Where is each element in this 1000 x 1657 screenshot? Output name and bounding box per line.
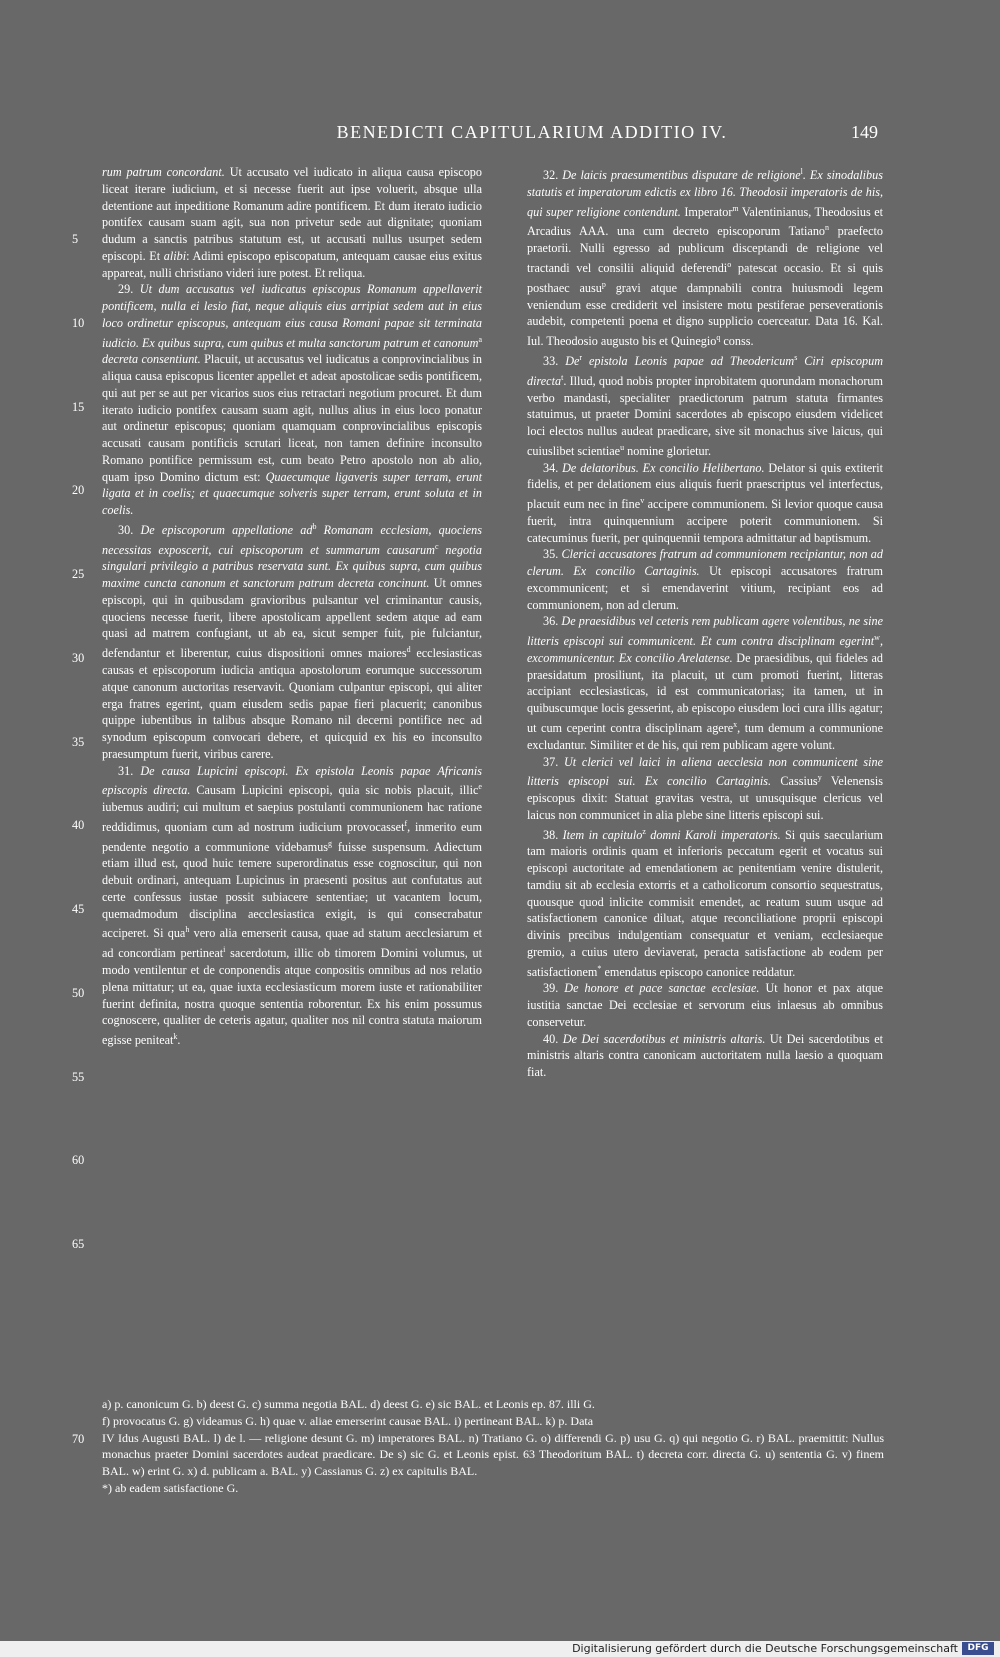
footnotes — [102, 1396, 884, 1497]
text-run: iubemus audiri; cui multum et saepius postulanti communionem hac ratione reddidimus, quoniam cum ad nostrum iudicium provocasset — [102, 800, 482, 834]
text-run: nomine glorietur. — [624, 443, 712, 458]
left-column-paragraph — [102, 519, 482, 763]
footnote-marker: q — [716, 333, 721, 343]
text-run: Ut honor et pax atque iustitia sanctae Dei ecclesiae et servorum eius inlaesus ab omnibus conservetur. — [527, 981, 883, 1029]
text-run: epistola Leonis papae ad Theodericum — [582, 353, 795, 368]
right-column-paragraph — [527, 754, 883, 824]
text-run: 38. — [543, 827, 563, 842]
text-run: : Adimi episcopo episcopatum, antequam causae eius exitus appareat, nulli christiano videri iure potest. Et reliqua. — [102, 248, 482, 280]
text-run: De delatoribus. Ex concilio Helibertano. — [562, 460, 765, 475]
text-run: 39. — [543, 981, 565, 996]
line-number: 35 — [72, 734, 85, 749]
text-run: . — [177, 1033, 181, 1048]
footnote-marker: g — [327, 838, 332, 848]
footnote-line-number: 70 — [72, 1432, 85, 1446]
text-run: Si quis saecularium tam maioris ordinis quam et inferioris peccatum egerit et vocatus sui episcopi auctoritate ad emendationem ac penitentiam venire distulerit, tamdiu sit ab ecclesia extorris et a catholicorum consortio sequestratus, quousque quod inlicite commisit emendet, ac reatum suum usque ad satisfactionem canonice diluat, atque reconciliatione proprii episcopi divinis precibus indulgentiam consequatur et veniam, ecclesiaeque gremio, a cuius utero deviaverat, peracta satisfactione ab eodem per satisfactionem — [527, 827, 884, 979]
footnote-marker: p — [601, 279, 606, 289]
line-number: 60 — [72, 1153, 85, 1168]
text-run: Clerici accusatores fratrum ad communionem recipiantur, non ad clerum. Ex concilio Cartaginis. — [527, 547, 883, 579]
line-number: 40 — [72, 818, 85, 833]
text-run: 30. — [118, 522, 141, 537]
right-column-paragraph — [527, 824, 883, 981]
footnote-marker: x — [733, 719, 738, 729]
footnote-marker: z — [642, 826, 646, 836]
text-run: , tum demum a communione excludantur. Similiter et de his, qui rem publicam agere volunt. — [527, 721, 883, 752]
left-column — [102, 164, 482, 1049]
text-run: , excommunicentur. Ex concilio Arelatense. — [527, 634, 883, 665]
text-run: Velenensis episcopus dixit: Statuat gravitas vestra, ut unusquisque clericus vel laicus non communicet in alia plebe sine litteris episcopi sui. — [527, 774, 883, 822]
line-number: 65 — [72, 1237, 85, 1251]
footnote-marker: * — [597, 963, 602, 973]
text-run: De praesidibus, qui fideles ad praesidatum prosiliunt, ita placuit, ut cum promoti fuerint, litteras accipiant ecclesiasticas, id est communicatorias; ita tamen, ut in quibuscumque locis gesserint, ab episcopo eiusdem loci cura illis agatur; ut cum ceperint contra disciplinam agere — [527, 650, 883, 735]
right-column-paragraph — [527, 546, 883, 613]
line-number: 20 — [72, 483, 85, 498]
running-title: BENEDICTI CAPITULARIUM ADDITIO IV. — [336, 122, 728, 142]
line-number: 15 — [72, 399, 85, 414]
text-run: 40. — [543, 1031, 563, 1046]
footnote-marker: a — [478, 334, 482, 344]
text-run: De laicis praesumentibus disputare de religione — [562, 168, 801, 183]
text-run: De episcoporum appellatione ad — [140, 522, 313, 537]
text-run: fuisse suspensum. Adiectum etiam illud est, quod huic temere superordinatus esse cognoscitur, qui non debuit ordinari, antequam Lupicinus in praesenti positus aut confutatus aut certe confessus iustae possit subiacere sententiae; ut vacantem locum, quemadmodum disciplina aecclesiastica exigit, is qui consecrabatur acciperet. Si qua — [102, 839, 482, 941]
right-column-paragraph — [527, 460, 883, 547]
right-column-paragraph — [527, 613, 883, 753]
line-number: 45 — [72, 902, 85, 916]
line-number: 5 — [72, 232, 79, 246]
footnote-marker: h — [185, 925, 190, 935]
footnote-marker: y — [817, 773, 822, 783]
text-run: Ut omnes episcopi, qui in quibusdam gravioribus pulsantur vel criminantur causis, quociens necesse fuerit, libere apostolicam appellent sedem atque ad eam quasi ad matrem confugiant, ut ab ea, sicut semper fuit, pie fulciantur, defendantur et liberentur, cuius dispositioni omnes maiores — [102, 576, 482, 661]
text-run: vero alia emerserit causa, quae ad statum aecclesiarum et ad concordiam pertineat — [102, 926, 483, 961]
dfg-logo: DFG — [962, 1642, 994, 1655]
footnote-marker: w — [874, 633, 880, 643]
footnote-marker: e — [478, 782, 482, 792]
text-run: domni Karoli imperatoris. — [645, 827, 781, 842]
text-run: accipere communionem. Si levior quoque causa fuerit, intra quinquennium accipere poterit communionem. Si catecuminus fuerit, per quinquennii tempora admittatur ad baptismum. — [527, 497, 883, 545]
footnote-line: a) p. canonicum G. b) deest G. c) summa negotia BAL. d) deest G. e) sic BAL. et Leonis ep. 87. illi G. — [102, 1397, 595, 1411]
footnote-marker: t — [561, 372, 564, 382]
text-run: gravi atque dampnabili contra huiusmodi legem veniendum esse crediderit vel insistere motu pestiferae perseverationis audebit, competenti poena et digno supplicio coerceatur. Data 16. Kal. Iul. Theodosio augusto bis et Quinegio — [527, 280, 883, 349]
text-run: rum patrum concordant. — [102, 165, 225, 179]
text-run: Ut clerici vel laici in aliena aecclesia non communicent sine litteris episcopi sui. Ex concilio Cartaginis. — [527, 754, 884, 789]
text-run: decreta consentiunt. — [102, 352, 201, 367]
footnote-marker: f — [404, 818, 408, 828]
right-column-paragraph — [527, 164, 883, 350]
text-run: 31. — [118, 763, 141, 778]
footer-credit: Digitalisierung gefördert durch die Deutsche Forschungsgemeinschaft — [572, 1642, 958, 1655]
footnote-marker: u — [620, 442, 625, 452]
text-run: negotia singulari privilegio a patribus reservata sunt. Ex quibus supra, cum quibus maxime cuncta canonum et sanctorum patrum decreta concinunt. — [102, 542, 482, 591]
footnote-marker: l — [800, 167, 803, 176]
text-run: Quaecumque ligaveris super terram, erunt ligata et in coelis; et quaecumque solveris super terram, erunt soluta et in coelis. — [102, 469, 483, 518]
text-run: 36. — [543, 614, 562, 629]
footnote-marker: v — [640, 496, 645, 506]
line-number: 25 — [72, 567, 85, 581]
line-number: 50 — [72, 985, 85, 1000]
line-number: 10 — [72, 315, 85, 330]
text-run: Imperator — [680, 204, 733, 219]
footnote-marker: o — [727, 259, 732, 269]
right-column-paragraph — [527, 980, 883, 1030]
text-run: Ut episcopi accusatores fratrum excommunicent; et si emendaverint vitium, recipiant eos ad communionem, non ad clerum. — [527, 564, 883, 612]
line-number: 30 — [72, 650, 85, 665]
left-column-paragraph — [102, 763, 482, 1049]
text-run: De causa Lupicini episcopi. Ex epistola Leonis papae Africanis episcopis directa. — [102, 763, 483, 798]
left-column-paragraph — [102, 164, 482, 281]
text-run: Ut accusato vel iudicato in aliqua causa episcopo liceat iterare iudicium, et si necesse fuerit aut ipse voluerit, absque ulla detentione aut inpeditione Romanum adire pontificem. Et dum iterato iudicio pontifex causam suam agit, sua non privetur sede aut dignitate; quoniam dudum a sanctis patribus statutum est, ut accusati nullus usurpet sedem episcopi. Et — [102, 165, 482, 263]
right-column-paragraph — [527, 1031, 883, 1081]
footnote-marker: i — [223, 945, 226, 955]
text-run: , inmerito eum pendente negotio a communione videbamus — [102, 819, 482, 854]
text-run: De honore et pace sanctae ecclesiae. — [564, 981, 760, 996]
text-run: Item in capitulo — [562, 827, 643, 842]
text-run: Placuit, ut accusatus vel iudicatus a conprovincialibus in aliqua causa episcopus licenter appellet et adeat apostolicae sedis pontificem, qui aut per se aut per vicarios suos eius retractari negotium procuret. Et dum iterato iudicio pontifex causam suam agit, nullus alius in eius loco ponatur aut ordinetur episcopus; quoniam quamquam conprovincialibus episcopis accusati causam pontificis scrutari liceat, non tamen definire inconsulto Romano pontifice permissum est, cum beato Petro apostolo non ab alio, quam ipso Domino dictum est: — [102, 352, 482, 484]
text-run: De Dei sacerdotibus et ministris altaris. — [562, 1031, 766, 1046]
text-run: 37. — [543, 754, 564, 769]
text-run: Ut dum accusatus vel iudicatus episcopus Romanum appellaverit pontificem, nulla ei lesio fiat, neque aliquis eius arripiat sedem aut in eius loco ordinetur episcopus, antequam eius causa Romani papae sit terminata iudicio. Ex quibus supra, cum quibus et multa sanctorum patrum et canonum — [102, 282, 482, 350]
text-run: Causam Lupicini episcopi, quia sic nobis placuit, illic — [190, 783, 479, 798]
text-run: De praesidibus vel ceteris rem publicam agere volentibus, ne sine litteris episcopi sui communicent. Et cum contra disciplinam egerint — [527, 614, 883, 649]
right-column — [527, 164, 883, 1081]
text-run: 35. — [543, 547, 562, 562]
text-run: Ciri episcopum directa — [527, 353, 883, 388]
footnote-marker: c — [434, 541, 439, 551]
text-run: alibi — [163, 248, 187, 263]
text-run: . Illud, quod nobis propter inprobitatem quorundam monachorum verbo mandasti, specialiter praedictorum patrum statuta firmantes statuimus, ut praeter Domini sacerdotes ab episcopo eiusdem videlicet loci electos nullus audeat praedicare, sive sit monachus sive laicus, qui cuiuslibet scientiae — [527, 373, 883, 458]
text-run: patescat occasio. Et si quis posthaec ausu — [527, 261, 883, 295]
text-run: 29. — [118, 282, 140, 297]
text-run: praefecto praetorii. Nulli egresso ad publicum disceptandi de religione vel tractandi vel consilii aliquid deferendi — [527, 224, 883, 275]
footnote-marker: k — [173, 1032, 178, 1042]
text-run: emendatus episcopo canonice reddatur. — [601, 964, 796, 979]
footnote-marker: b — [312, 521, 317, 531]
text-run: Delator si quis extiterit fidelis, et per delationem eius aliquis fuerit praescriptus vel interfectus, placuit eum nec in fine — [527, 460, 883, 512]
text-run: 32. — [543, 168, 563, 183]
footnote-line: *) ab eadem satisfactione G. — [102, 1480, 239, 1495]
text-run: De — [565, 353, 580, 368]
footnote-marker: n — [825, 223, 830, 233]
text-run: ecclesiasticas causas et episcoporum iudicia antiqua apostolorum eorumque successorum atque canonum auctoritas reservavit. Quoniam culpantur episcopi, qui aliter erga fratres egerint, quam eiusdem sedis papae fieri placuerit; canonibus quippe iubentibus in talibus absque Romano nil decerni pontifice nec ad synodum episcopum convocari debere, et quicquid ex his eo inconsulto praesumptum fuerit, viribus carere. — [102, 646, 482, 761]
text-run: conss. — [720, 334, 754, 349]
left-column-paragraph — [102, 281, 482, 519]
footnote-marker: s — [794, 352, 798, 362]
text-run: sacerdotum, illic ob timorem Domini volumus, ut modo ventilentur et de conponendis atque conpositis omnibus ad nos relatio plena mittatur; ut ea, quae iuxta ecclesiasticum morem iuste et rationabiliter fuerint definita, nostra quoque sententia roborentur. Ex his enim possumus cognoscere, qualiter de ceteris agatur, qualiter nos nil contra statuta maiorum egisse peniteat — [102, 946, 482, 1048]
footnote-line: IV Idus Augusti BAL. l) de l. — religione desunt G. m) imperatores BAL. n) Tratiano G. o) differendi G. p) usu G. q) qui negotio G. r) BAL. praemittit: Nullus monachus praeter Domini sacerdotes audeat praedicare. De s) sic G. et Leonis epist. 63 Theodoritum BAL. t) decreta corr. directa G. u) sententia G. v) finem BAL. w) erint G. x) d. publicam a. BAL. y) Cassianus G. z) ex capitulis BAL. — [102, 1430, 884, 1479]
text-run: 33. — [543, 353, 566, 368]
right-column-paragraph — [527, 350, 883, 460]
page-number: 149 — [851, 122, 878, 142]
text-run: . Ex sinodalibus statutis et imperatorum edictis ex libro 16. Theodosii imperatoris de his, qui super religione contendunt. — [527, 168, 883, 219]
line-number: 55 — [72, 1069, 85, 1084]
text-run: Valentinianus, Theodosius et Arcadius AAA. una cum decreto episcoporum Tatiano — [527, 204, 884, 239]
footnote-marker: r — [579, 352, 583, 362]
text-run: 34. — [543, 460, 563, 475]
footnote-marker: m — [732, 203, 739, 213]
text-run: Ut Dei sacerdotibus et ministris altaris contra canonicam auctoritatem nulla laesio a quoquam fiat. — [527, 1031, 883, 1080]
footnote-marker: d — [406, 645, 411, 655]
text-run: Romanam ecclesiam, quociens necessitas exposcerit, cui episcoporum et summarum causarum — [102, 522, 482, 557]
footnote-line: f) provocatus G. g) videamus G. h) quae v. aliae emerserint causae BAL. i) pertineant BAL. k) p. Data — [102, 1413, 594, 1428]
text-run: Cassius — [771, 774, 818, 789]
